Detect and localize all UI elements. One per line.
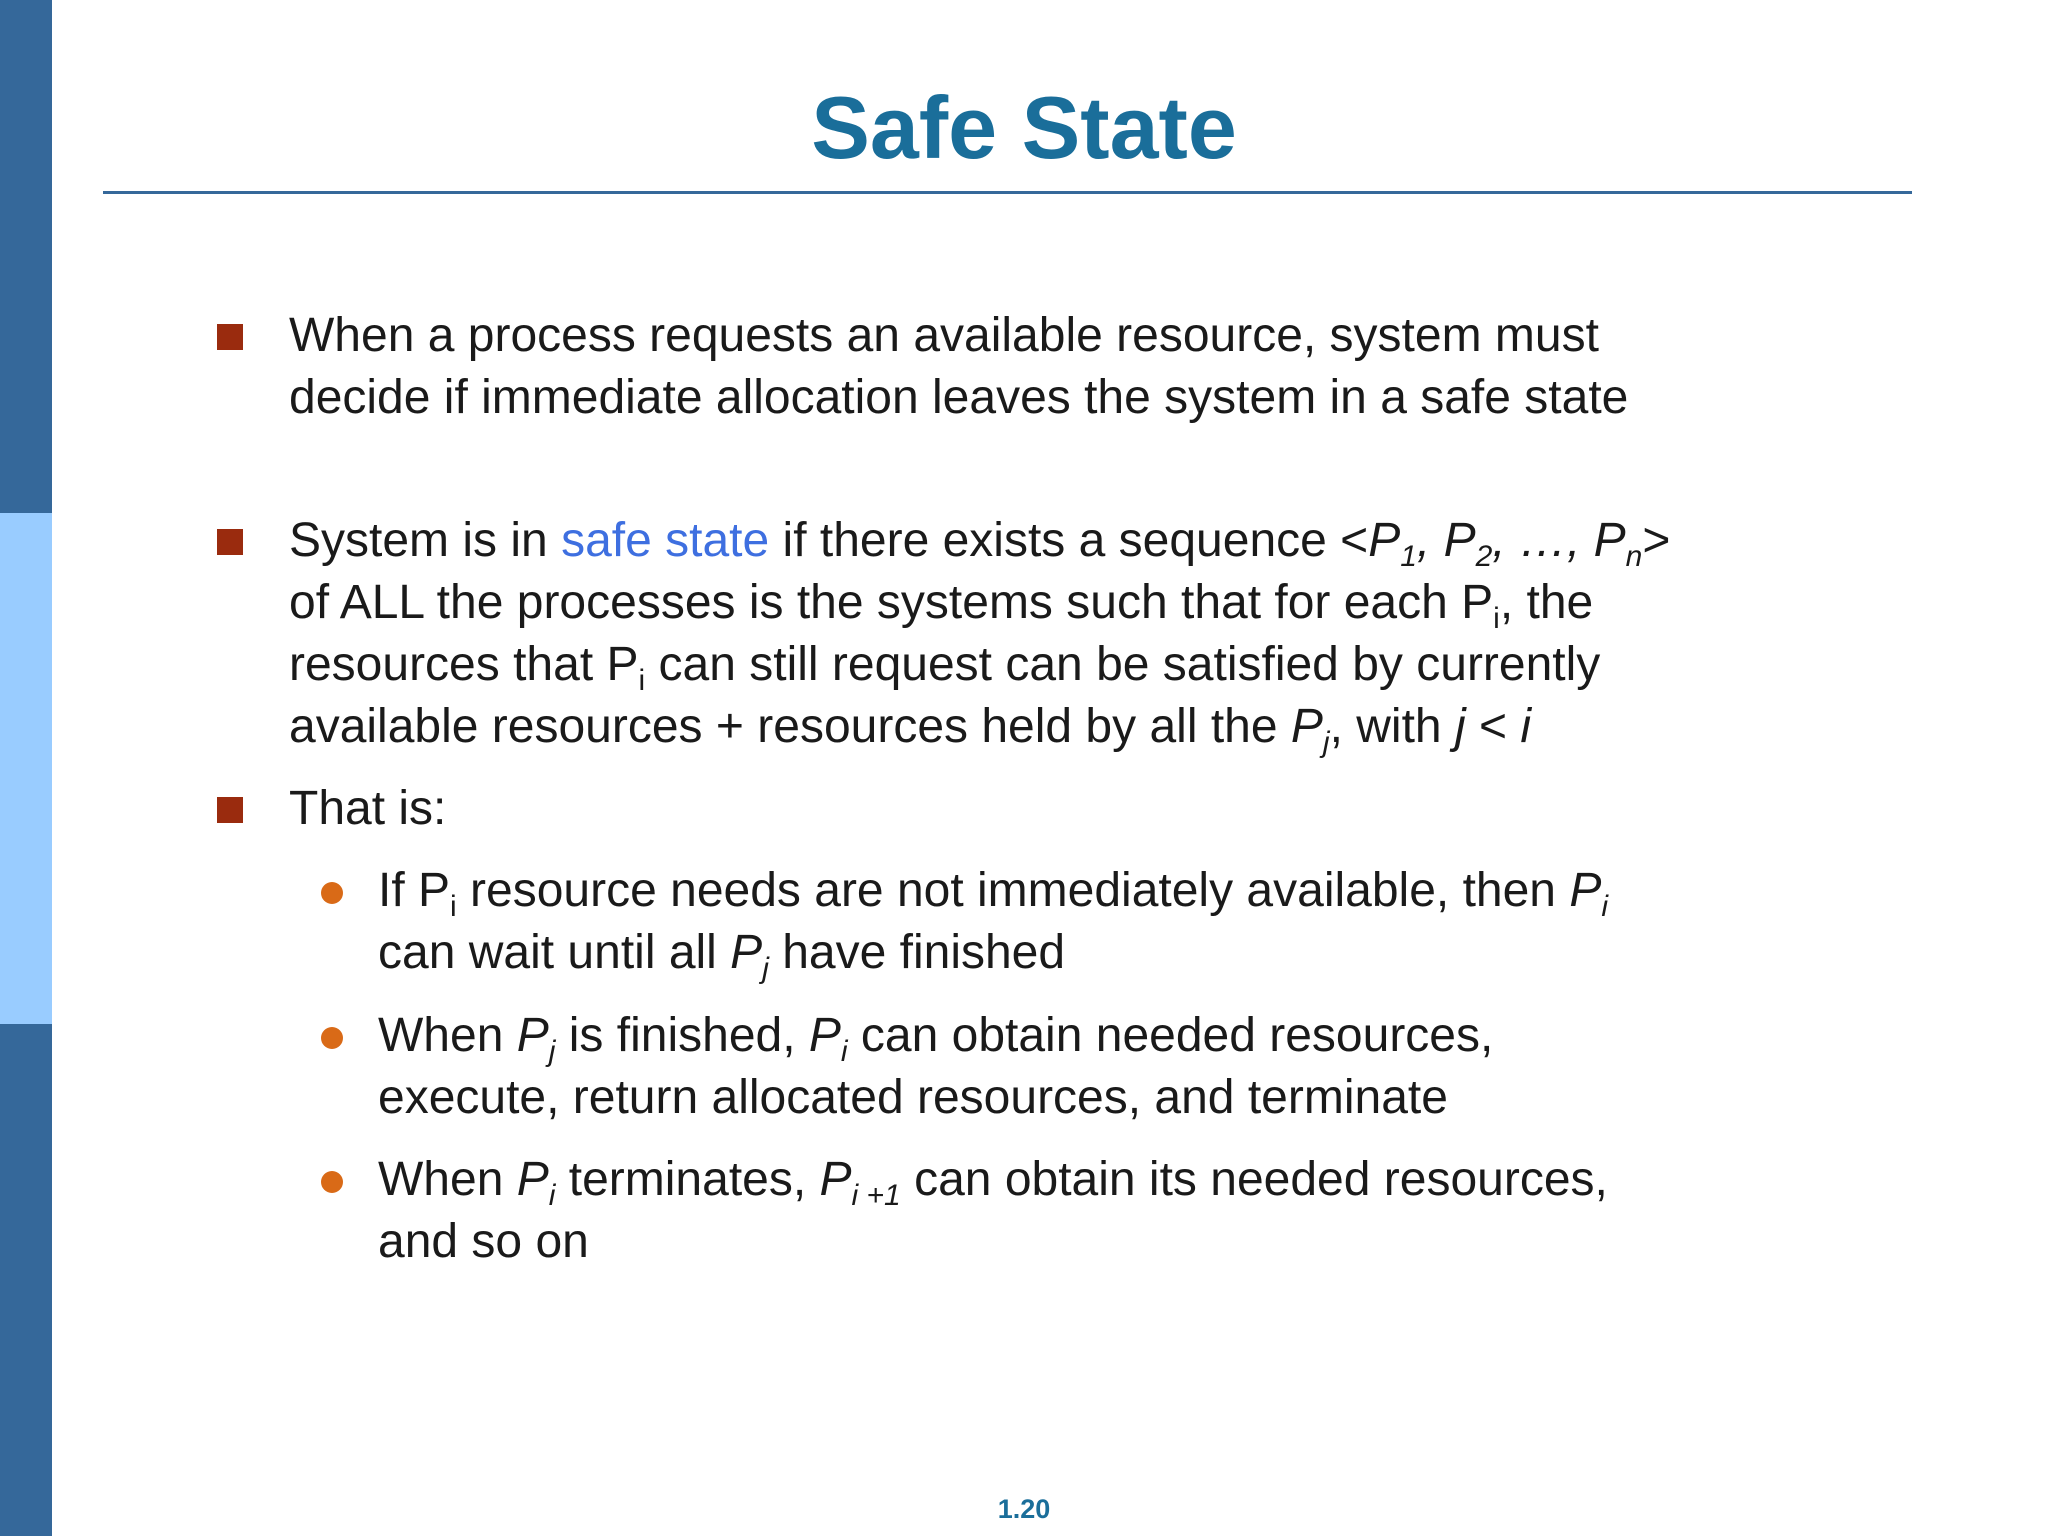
slide-title: Safe State [811, 78, 1237, 177]
sub-bullet-3-text: When $P_i$ terminates, $P_{i +1}$ can obtain its needed resources, and so on [378, 1153, 1608, 1268]
page-number: 1.20 [997, 1494, 1051, 1524]
square-bullet-icon [217, 529, 243, 555]
safe-state-term: safe state [561, 514, 770, 567]
accent-bar-bottom [0, 1024, 52, 1536]
square-bullet-icon [217, 324, 243, 350]
accent-bar-top [0, 0, 52, 513]
dot-bullet-icon [321, 1027, 343, 1049]
accent-bar-middle [0, 513, 52, 1024]
sub-bullet-2-text: When $P_j$ is finished, $P_i$ can obtain needed resources, execute, return allocated resources, and terminate [378, 1009, 1494, 1124]
title-divider [103, 191, 1912, 194]
dot-bullet-icon [321, 1171, 343, 1193]
square-bullet-icon [217, 797, 243, 823]
dot-bullet-icon [321, 882, 343, 904]
bullet-3-text: That is: [289, 782, 447, 835]
bullet-2-text: System is in safe state if there exists a sequence $<P_1$, $P_2$, …, $P_n>$ of ALL the processes is the systems such that for each $P_i$, the resources that $P_i$ can still request can be satisfied by currently available resources + resources held by all the $P_j$, with j < i [289, 514, 1671, 759]
bullet-1-text: When a process requests an available resource, system must decide if immediate allocation leaves the system in a safe state [289, 309, 1629, 424]
sub-bullet-1-text: If $P_i$ resource needs are not immediately available, then $P_i$ can wait until all $P_j$ have finished [378, 864, 1609, 985]
left-accent-bar [0, 0, 52, 1536]
